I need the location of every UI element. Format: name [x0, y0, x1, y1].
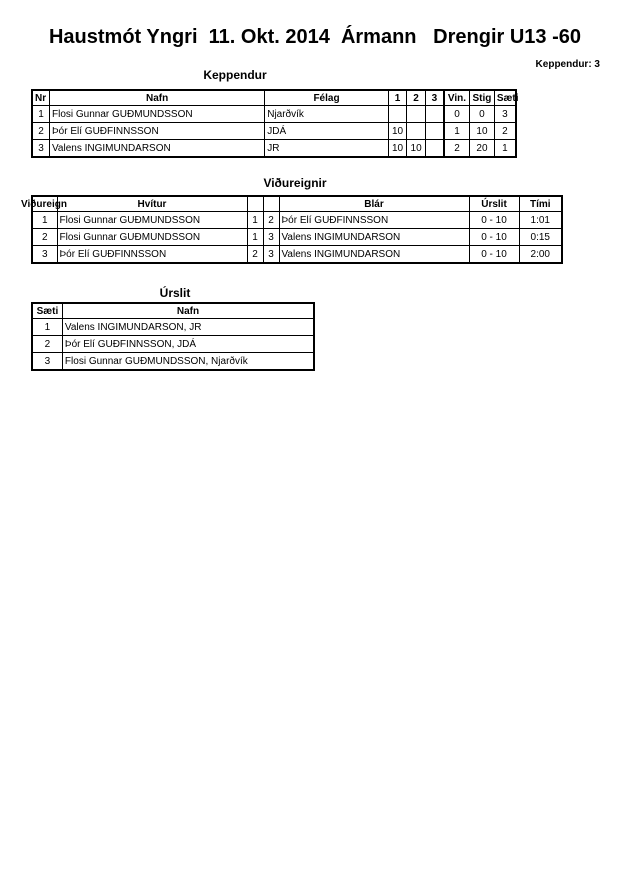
page-title: Haustmót Yngri 11. Okt. 2014 Ármann Drengir U13 -60	[48, 26, 582, 48]
table-row	[32, 353, 314, 371]
competitor-place: 2	[494, 123, 516, 140]
col-header-round-2: 2	[407, 90, 426, 106]
competitor-nr: 3	[32, 140, 50, 158]
col-header-name: Nafn	[62, 303, 314, 319]
match-blue-no: 2	[263, 212, 279, 229]
competitor-round-3	[425, 123, 444, 140]
competitor-points: 10	[470, 123, 495, 140]
match-time: 2:00	[519, 246, 562, 264]
competitor-wins: 2	[444, 140, 470, 158]
result-place: 1	[32, 319, 62, 336]
competitor-round-1: 10	[388, 123, 407, 140]
col-header-white-no	[247, 196, 263, 212]
results-section-title: Úrslit	[159, 286, 191, 300]
match-nr: 2	[32, 229, 57, 246]
match-blue-no: 3	[263, 229, 279, 246]
match-white-no: 1	[247, 229, 263, 246]
competitor-name: Þór Elí GUÐFINNSSON	[50, 123, 265, 140]
match-blue: Valens INGIMUNDARSON	[279, 229, 469, 246]
competitor-round-2: 10	[407, 140, 426, 158]
results-table	[31, 302, 315, 371]
col-header-white: Hvítur	[57, 196, 247, 212]
matches-section-title: Viðureignir	[263, 176, 327, 190]
col-header-nr: Nr	[32, 90, 50, 106]
table-row	[32, 212, 562, 229]
col-header-blue: Blár	[279, 196, 469, 212]
competitor-round-3	[425, 140, 444, 158]
col-header-wins: Vin.	[444, 90, 470, 106]
table-row	[32, 246, 562, 264]
col-header-place: Sæti	[494, 90, 516, 106]
competitor-wins: 0	[444, 106, 470, 123]
match-time: 1:01	[519, 212, 562, 229]
result-name: Þór Elí GUÐFINNSSON, JDÁ	[62, 336, 314, 353]
matches-header-row	[32, 196, 562, 212]
competitor-round-1	[388, 106, 407, 123]
col-header-club: Félag	[265, 90, 389, 106]
competitor-round-2	[407, 123, 426, 140]
col-header-blue-no	[263, 196, 279, 212]
competitors-section-title: Keppendur	[203, 68, 267, 82]
competitor-name: Valens INGIMUNDARSON	[50, 140, 265, 158]
table-row	[32, 140, 516, 158]
match-nr: 3	[32, 246, 57, 264]
competitor-place: 3	[494, 106, 516, 123]
match-white: Flosi Gunnar GUÐMUNDSSON	[57, 212, 247, 229]
table-row	[32, 319, 314, 336]
col-header-points: Stig	[470, 90, 495, 106]
col-header-round-1: 1	[388, 90, 407, 106]
competitors-header-row	[32, 90, 516, 106]
col-header-place: Sæti	[32, 303, 62, 319]
match-white: Flosi Gunnar GUÐMUNDSSON	[57, 229, 247, 246]
competitor-nr: 2	[32, 123, 50, 140]
match-white: Þór Elí GUÐFINNSSON	[57, 246, 247, 264]
match-nr: 1	[32, 212, 57, 229]
table-row	[32, 336, 314, 353]
match-time: 0:15	[519, 229, 562, 246]
col-header-result: Úrslit	[469, 196, 519, 212]
competitor-club: JR	[265, 140, 389, 158]
competitor-name: Flosi Gunnar GUÐMUNDSSON	[50, 106, 265, 123]
col-header-match	[21, 196, 67, 212]
table-row	[32, 229, 562, 246]
results-header-row	[32, 303, 314, 319]
competitor-round-3	[425, 106, 444, 123]
competitor-points: 20	[470, 140, 495, 158]
match-blue: Þór Elí GUÐFINNSSON	[279, 212, 469, 229]
col-header-match-label: Viðureign	[21, 199, 67, 210]
table-row	[32, 123, 516, 140]
result-place: 2	[32, 336, 62, 353]
match-blue: Valens INGIMUNDARSON	[279, 246, 469, 264]
participants-count: Keppendur: 3	[535, 59, 600, 70]
competitor-club: JDÁ	[265, 123, 389, 140]
competitor-round-2	[407, 106, 426, 123]
competitor-round-1: 10	[388, 140, 407, 158]
competitor-club: Njarðvík	[265, 106, 389, 123]
matches-table	[21, 195, 563, 264]
match-blue-no: 3	[263, 246, 279, 264]
competitor-points: 0	[470, 106, 495, 123]
competitor-nr: 1	[32, 106, 50, 123]
competitor-place: 1	[494, 140, 516, 158]
col-header-time: Tími	[519, 196, 562, 212]
competitor-wins: 1	[444, 123, 470, 140]
match-white-no: 1	[247, 212, 263, 229]
match-white-no: 2	[247, 246, 263, 264]
match-result: 0 - 10	[469, 229, 519, 246]
result-name: Valens INGIMUNDARSON, JR	[62, 319, 314, 336]
match-result: 0 - 10	[469, 246, 519, 264]
match-result: 0 - 10	[469, 212, 519, 229]
table-row	[32, 106, 516, 123]
result-name: Flosi Gunnar GUÐMUNDSSON, Njarðvík	[62, 353, 314, 371]
competitors-table	[31, 89, 517, 158]
col-header-round-3: 3	[425, 90, 444, 106]
result-place: 3	[32, 353, 62, 371]
col-header-name: Nafn	[50, 90, 265, 106]
